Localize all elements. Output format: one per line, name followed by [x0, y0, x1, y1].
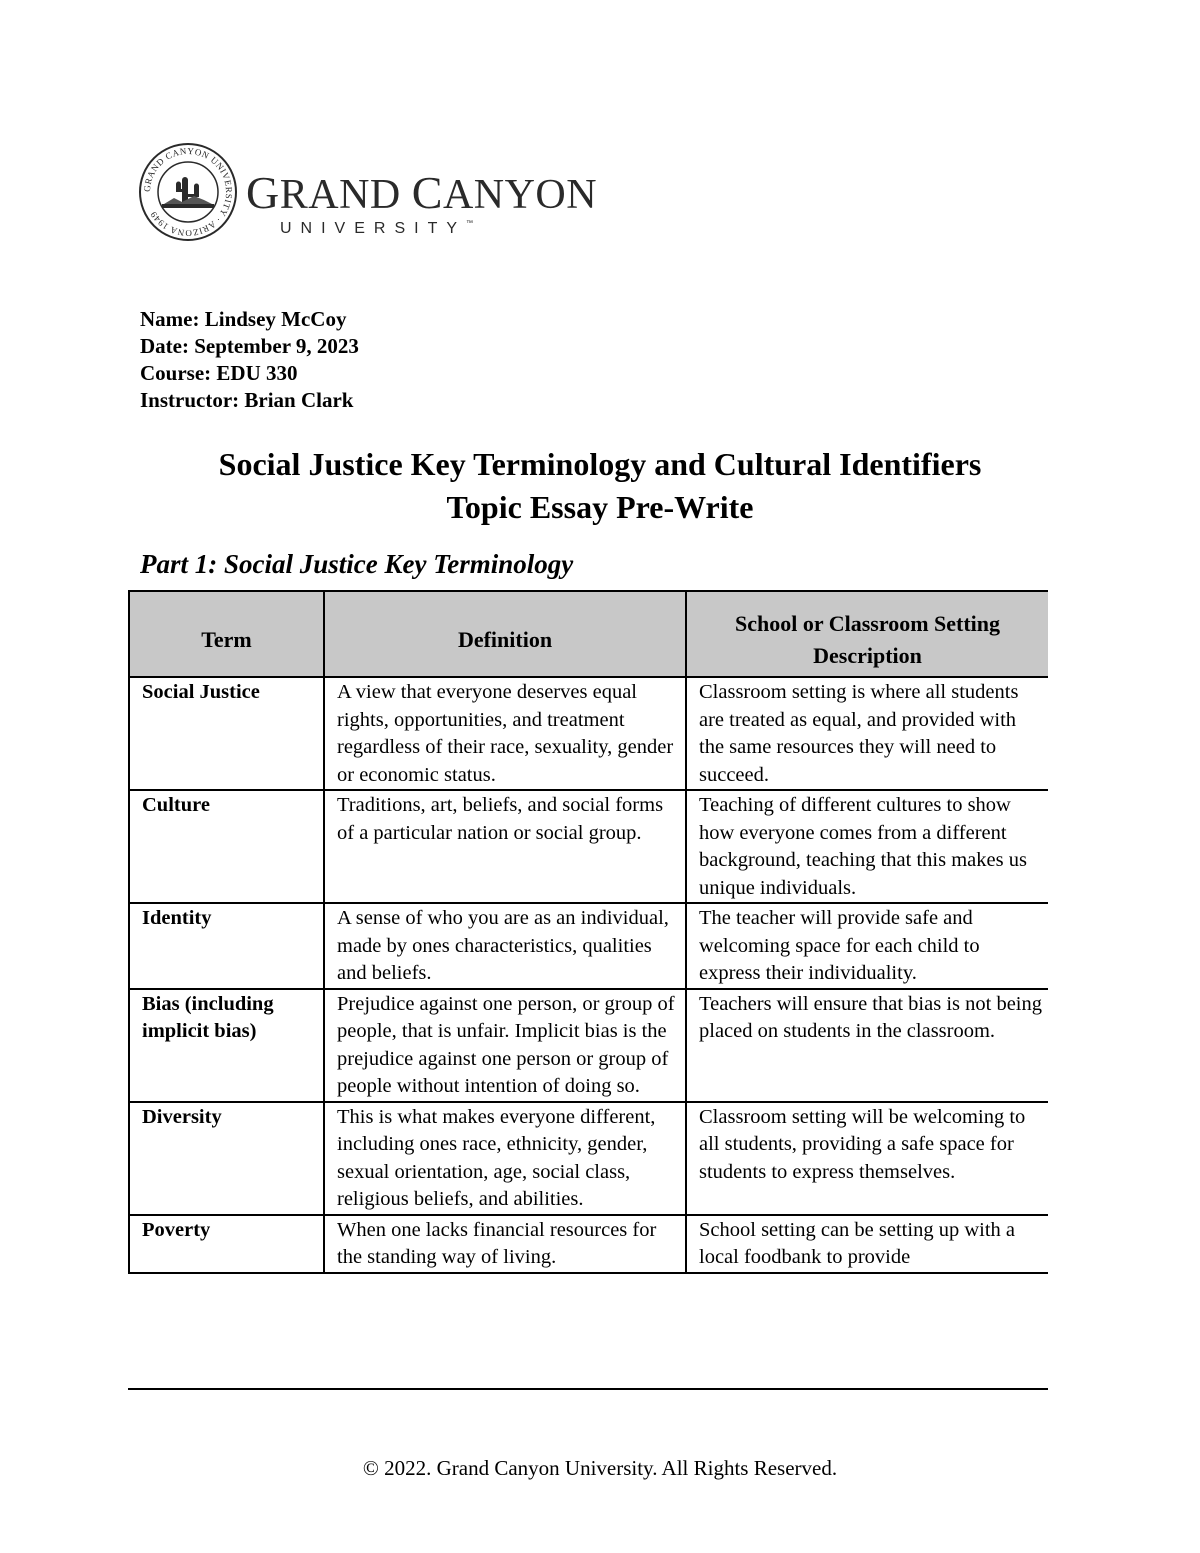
copyright-footer: © 2022. Grand Canyon University. All Rights Reserved.: [362, 1456, 838, 1480]
term-cell: Identity: [129, 903, 324, 989]
setting-cell: The teacher will provide safe and welcoming space for each child to express their individuality.: [686, 903, 1048, 989]
svg-text:GRAND CANYON UNIVERSITY · ARIZ: GRAND CANYON UNIVERSITY · ARIZONA 1949: [141, 145, 235, 239]
document-title: [0, 443, 1200, 529]
definition-cell: This is what makes everyone different, including ones race, ethnicity, gender, sexual orientation, age, social class, religious beliefs, and abilities.: [324, 1102, 686, 1215]
setting-cell: Teaching of different cultures to show how everyone comes from a different background, teaching that this makes us unique individuals.: [686, 790, 1048, 903]
term-cell: Poverty: [129, 1215, 324, 1273]
table-row: [129, 790, 1048, 903]
instructor-name: Instructor: Brian Clark: [140, 388, 354, 412]
terminology-table-container: [128, 590, 1048, 1390]
course-code: Course: EDU 330: [140, 361, 298, 385]
term-cell: Bias (including implicit bias): [129, 989, 324, 1102]
table-row: [129, 677, 1048, 790]
university-wordmark: [246, 167, 598, 238]
setting-cell: Classroom setting will be welcoming to all students, providing a safe space for students to express themselves.: [686, 1102, 1048, 1215]
table-row: [129, 1215, 1048, 1273]
student-info: [140, 306, 359, 414]
title-line1: Social Justice Key Terminology and Cultural Identifiers: [218, 446, 982, 482]
wordmark-line1: GRAND CANYON: [246, 167, 598, 218]
table-row: [129, 1102, 1048, 1215]
setting-cell: Teachers will ensure that bias is not being placed on students in the classroom.: [686, 989, 1048, 1102]
title-line2: Topic Essay Pre-Write: [446, 489, 754, 525]
part-heading: Part 1: Social Justice Key Terminology: [140, 549, 574, 579]
term-cell: Social Justice: [129, 677, 324, 790]
definition-cell: Prejudice against one person, or group of people, that is unfair. Implicit bias is the prejudice against one person or group of people without intention of doing so.: [324, 989, 686, 1102]
table-row: [129, 989, 1048, 1102]
university-seal-icon: [138, 142, 238, 242]
wordmark-line2: UNIVERSITY™: [280, 220, 474, 237]
terminology-table: [128, 590, 1048, 1274]
definition-cell: When one lacks financial resources for the standing way of living.: [324, 1215, 686, 1273]
submission-date: Date: September 9, 2023: [140, 334, 359, 358]
header-setting: School or Classroom Setting Description: [686, 591, 1048, 677]
definition-cell: A sense of who you are as an individual, made by ones characteristics, qualities and beliefs.: [324, 903, 686, 989]
table-row: [129, 903, 1048, 989]
term-cell: Culture: [129, 790, 324, 903]
university-logo: [138, 142, 598, 242]
student-name: Name: Lindsey McCoy: [140, 307, 347, 331]
table-header-row: [129, 591, 1048, 677]
header-definition: Definition: [324, 591, 686, 677]
definition-cell: A view that everyone deserves equal rights, opportunities, and treatment regardless of their race, sexuality, gender or economic status.: [324, 677, 686, 790]
setting-cell: Classroom setting is where all students are treated as equal, and provided with the same resources they will need to succeed.: [686, 677, 1048, 790]
header-term: Term: [129, 591, 324, 677]
definition-cell: Traditions, art, beliefs, and social forms of a particular nation or social group.: [324, 790, 686, 903]
term-cell: Diversity: [129, 1102, 324, 1215]
setting-cell: School setting can be setting up with a local foodbank to provide: [686, 1215, 1048, 1273]
